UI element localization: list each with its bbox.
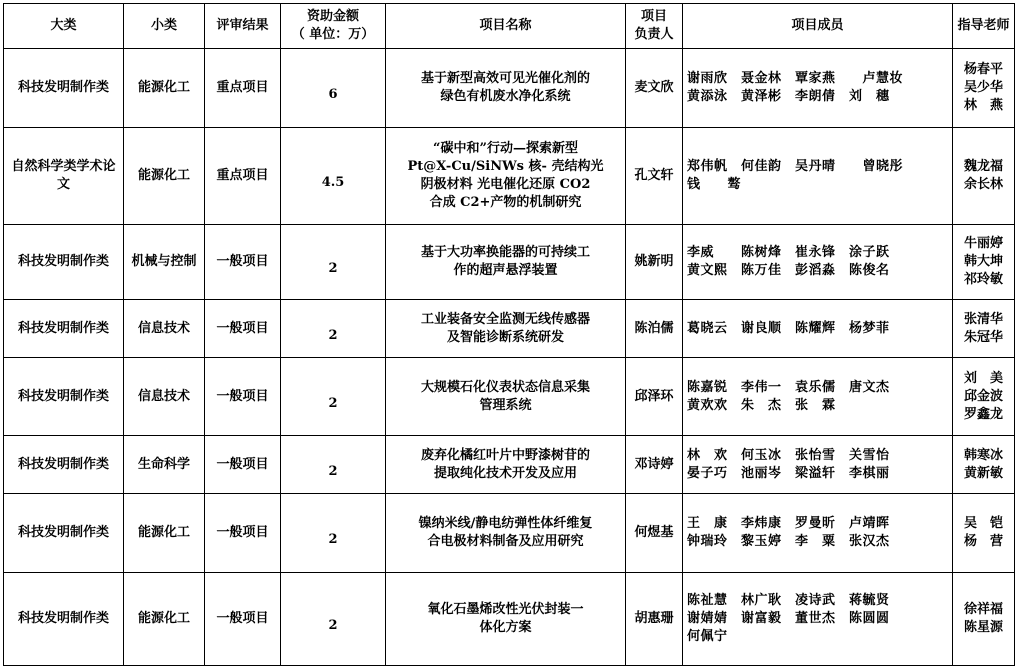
- project-name-line: 氧化石墨烯改性光伏封装一: [427, 602, 584, 617]
- header-advisor: 指导老师: [953, 4, 1015, 49]
- project-name-line: 镍纳米线/静电纺弹性体纤维复: [418, 516, 593, 531]
- cell-subcategory: 信息技术: [124, 358, 205, 436]
- header-category: 大类: [4, 4, 124, 49]
- cell-amount: 2: [281, 300, 386, 358]
- cell-subcategory: 能源化工: [124, 49, 205, 128]
- members-line: 钱 骜: [687, 177, 742, 192]
- members-line: 李威 陈树烽 崔永锋 涂子跃: [687, 245, 890, 260]
- cell-project-name: [386, 573, 626, 666]
- header-row: [4, 4, 1015, 49]
- cell-amount: 2: [281, 436, 386, 494]
- members-line: 郑伟帆 何佳韵 吴丹晴 曾晓彤: [687, 159, 904, 174]
- cell-members: [683, 573, 953, 666]
- advisor-line: 邱金波: [963, 388, 1003, 404]
- cell-members: [683, 436, 953, 494]
- header-subcategory: 小类: [124, 4, 205, 49]
- advisor-line: 韩寒冰: [963, 447, 1003, 463]
- advisor-line: 韩大坤: [963, 254, 1003, 269]
- cell-category: 自然科学类学术论文: [4, 128, 124, 225]
- members-line: 何佩宁: [687, 629, 728, 644]
- members-line: 钟瑞玲 黎玉婷 李 粟 张汉杰: [687, 534, 890, 549]
- project-name-line: 废弃化橘红叶片中野漆树苷的: [420, 447, 590, 463]
- project-name-line: 基于新型高效可见光催化剂的: [420, 71, 590, 86]
- cell-advisor: [953, 573, 1015, 666]
- cell-advisor: [953, 300, 1015, 358]
- members-line: 黄添泳 黄泽彬 李朗倩 刘 穗: [687, 89, 890, 104]
- project-name-line: 提取纯化技术开发及应用: [433, 465, 577, 481]
- cell-advisor: [953, 436, 1015, 494]
- cell-leader: 孔文轩: [626, 128, 683, 225]
- project-name-line: 及智能诊断系统研发: [446, 329, 564, 345]
- table-body: [4, 49, 1015, 666]
- header-leader-line: 项目: [640, 9, 667, 24]
- cell-leader: 姚新明: [626, 225, 683, 300]
- cell-advisor: [953, 49, 1015, 128]
- cell-amount: 4.5: [281, 128, 386, 225]
- advisor-line: 林 燕: [963, 98, 1003, 113]
- cell-subcategory: 信息技术: [124, 300, 205, 358]
- project-name-line: 大规模石化仪表状态信息采集: [420, 379, 590, 395]
- project-name-line: 体化方案: [479, 620, 532, 635]
- advisor-line: 吴少华: [963, 80, 1003, 95]
- cell-result: 一般项目: [205, 225, 281, 300]
- advisor-line: 刘 美: [963, 370, 1003, 386]
- members-line: 陈祉慧 林广耿 凌诗武 蒋毓贤: [687, 593, 890, 608]
- advisor-line: 徐祥福: [963, 602, 1003, 617]
- header-leader-line: 负责人: [634, 27, 674, 42]
- project-name-line: 工业装备安全监测无线传感器: [420, 311, 590, 327]
- advisor-line: 牛丽婷: [963, 236, 1003, 251]
- cell-leader: 何煜基: [626, 494, 683, 573]
- cell-result: 重点项目: [205, 49, 281, 128]
- members-line: 王 康 李炜康 罗曼昕 卢靖晖: [687, 516, 890, 531]
- cell-result: 一般项目: [205, 494, 281, 573]
- members-line: 晏子巧 池丽岑 梁溢轩 李棋丽: [687, 465, 890, 481]
- cell-project-name: [386, 436, 626, 494]
- table-row: [4, 49, 1015, 128]
- cell-subcategory: 能源化工: [124, 573, 205, 666]
- project-name-line: 基于大功率换能器的可持续工: [420, 245, 590, 260]
- cell-project-name: [386, 225, 626, 300]
- members-line: 谢婧婧 谢富毅 董世杰 陈圆圆: [687, 611, 890, 626]
- members-line: 谢雨欣 聂金林 覃家燕 卢慧妆: [687, 71, 904, 86]
- cell-leader: 邓诗婷: [626, 436, 683, 494]
- cell-project-name: [386, 300, 626, 358]
- cell-result: 一般项目: [205, 300, 281, 358]
- cell-result: 一般项目: [205, 358, 281, 436]
- advisor-line: 余长林: [963, 177, 1003, 192]
- advisor-line: 魏龙福: [963, 159, 1003, 174]
- table-row: [4, 225, 1015, 300]
- cell-category: 科技发明制作类: [4, 225, 124, 300]
- cell-category: 科技发明制作类: [4, 573, 124, 666]
- cell-advisor: [953, 225, 1015, 300]
- cell-leader: 麦文欣: [626, 49, 683, 128]
- cell-category: 科技发明制作类: [4, 300, 124, 358]
- cell-amount: 2: [281, 494, 386, 573]
- project-name-line: 绿色有机废水净化系统: [440, 89, 571, 104]
- cell-project-name: [386, 128, 626, 225]
- advisor-line: 罗鑫龙: [963, 406, 1003, 422]
- cell-members: [683, 49, 953, 128]
- cell-subcategory: 机械与控制: [124, 225, 205, 300]
- project-name-line: “碳中和”行动—探索新型: [433, 141, 578, 156]
- table-row: [4, 494, 1015, 573]
- cell-category: 科技发明制作类: [4, 49, 124, 128]
- cell-amount: 6: [281, 49, 386, 128]
- cell-members: [683, 300, 953, 358]
- cell-leader: 邱泽环: [626, 358, 683, 436]
- cell-category: 科技发明制作类: [4, 358, 124, 436]
- table-row: [4, 300, 1015, 358]
- cell-amount: 2: [281, 573, 386, 666]
- advisor-line: 张清华: [963, 311, 1003, 327]
- cell-project-name: [386, 494, 626, 573]
- cell-advisor: [953, 494, 1015, 573]
- cell-subcategory: 能源化工: [124, 494, 205, 573]
- cell-subcategory: 生命科学: [124, 436, 205, 494]
- header-project-name: 项目名称: [386, 4, 626, 49]
- cell-leader: 陈泊儒: [626, 300, 683, 358]
- cell-amount: 2: [281, 225, 386, 300]
- advisor-line: 吴 铠: [963, 516, 1003, 531]
- header-result: 评审结果: [205, 4, 281, 49]
- cell-result: 重点项目: [205, 128, 281, 225]
- advisor-line: 杨春平: [963, 62, 1003, 77]
- cell-advisor: [953, 128, 1015, 225]
- cell-category: 科技发明制作类: [4, 494, 124, 573]
- members-line: 林 欢 何玉冰 张怡雪 关雪怡: [687, 447, 890, 463]
- table-row: [4, 128, 1015, 225]
- header-funding: [281, 4, 386, 49]
- project-table: [3, 3, 1015, 666]
- project-name-line: 合成 C2+产物的机制研究: [429, 195, 582, 210]
- project-name-line: Pt@X-Cu/SiNWs 核- 壳结构光: [407, 159, 604, 174]
- table-row: [4, 358, 1015, 436]
- advisor-line: 黄新敏: [963, 465, 1003, 481]
- cell-amount: 2: [281, 358, 386, 436]
- header-funding-line: 资助金额: [306, 9, 359, 24]
- cell-members: [683, 494, 953, 573]
- advisor-line: 祁玲敏: [963, 272, 1003, 287]
- members-line: 黄欢欢 朱 杰 张 霖: [687, 397, 836, 413]
- members-line: 黄文熙 陈万佳 彭滔淼 陈俊名: [687, 263, 890, 278]
- cell-result: 一般项目: [205, 436, 281, 494]
- members-line: 陈嘉锐 李伟一 袁乐儒 唐文杰: [687, 379, 890, 395]
- cell-result: 一般项目: [205, 573, 281, 666]
- header-leader: [626, 4, 683, 49]
- cell-category: 科技发明制作类: [4, 436, 124, 494]
- cell-members: [683, 358, 953, 436]
- cell-leader: 胡惠珊: [626, 573, 683, 666]
- table-row: [4, 573, 1015, 666]
- cell-members: [683, 225, 953, 300]
- project-name-line: 阴极材料 光电催化还原 CO2: [420, 177, 591, 192]
- header-funding-line: （ 单位：万）: [291, 27, 375, 42]
- table-row: [4, 436, 1015, 494]
- project-name-line: 作的超声悬浮装置: [453, 263, 558, 278]
- members-line: 葛晓云 谢良顺 陈耀辉 杨梦菲: [687, 320, 890, 336]
- advisor-line: 陈星源: [963, 620, 1003, 635]
- cell-advisor: [953, 358, 1015, 436]
- advisor-line: 朱冠华: [963, 329, 1003, 345]
- cell-project-name: [386, 49, 626, 128]
- project-name-line: 管理系统: [479, 397, 532, 413]
- cell-project-name: [386, 358, 626, 436]
- cell-members: [683, 128, 953, 225]
- header-members: 项目成员: [683, 4, 953, 49]
- project-name-line: 合电极材料制备及应用研究: [427, 534, 584, 549]
- advisor-line: 杨 营: [963, 534, 1003, 549]
- cell-subcategory: 能源化工: [124, 128, 205, 225]
